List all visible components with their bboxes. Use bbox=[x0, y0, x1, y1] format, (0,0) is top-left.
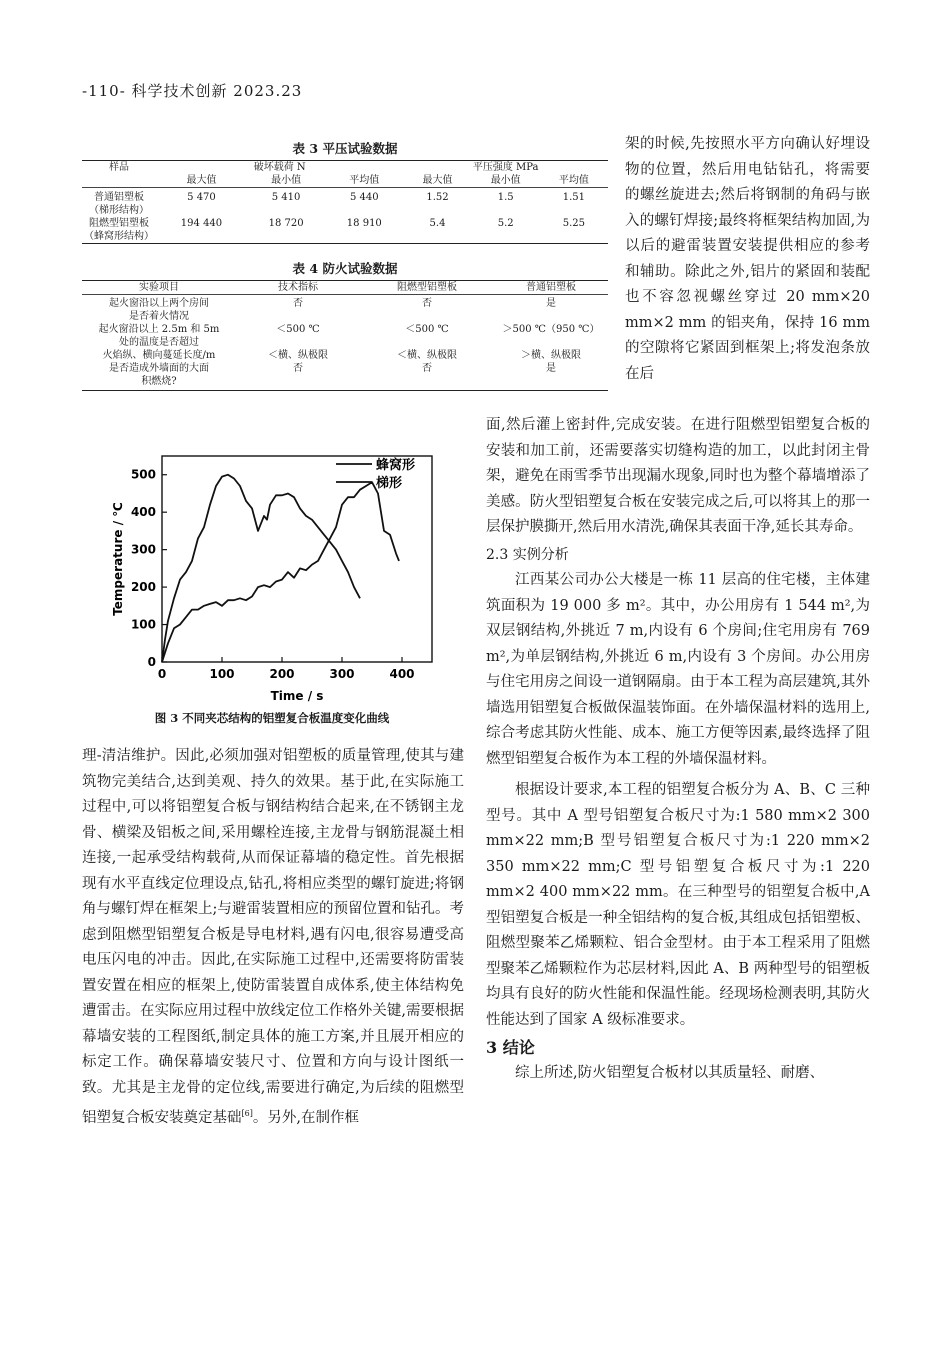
legend-label: 梯形 bbox=[376, 476, 403, 491]
t4-header: 技术指标 bbox=[236, 281, 360, 295]
right-top-paragraph: 架的时候,先按照水平方向确认好埋设物的位置，然后用电钻钻孔，将需要的螺丝旋进去;然后将钢制的角码与嵌入的螺钉焊接;最终将框架结构加固,为以后的避雷装置安装提供相应的参考和辅助。除此之外,铝片的紧固和装配也不容忽视螺丝穿过 20 mm×20 mm×2 mm 的铝夹角，保持 16 mm 的空隙将它紧固到框架上;将发泡条放在后 bbox=[625, 136, 870, 382]
chart-legend bbox=[336, 457, 416, 491]
t4-cell: 否 bbox=[293, 298, 303, 309]
t4-cell: 否 bbox=[293, 363, 303, 374]
y-axis-label: Temperature / ℃ bbox=[111, 502, 125, 616]
y-tick-label: 100 bbox=[130, 617, 156, 632]
t4-cell: ＜500 ℃ bbox=[276, 324, 320, 335]
t3-group-strength: 平压强度 MPa bbox=[472, 162, 539, 173]
chart-series bbox=[162, 475, 399, 662]
t4-cell: 是 bbox=[546, 363, 556, 374]
t3-row-name: 阻燃型铝塑板 bbox=[89, 218, 149, 229]
left-paragraph-tail: 。另外,在制作框 bbox=[252, 1109, 359, 1126]
table4 bbox=[82, 280, 608, 391]
t3-cell: 18 910 bbox=[346, 218, 382, 229]
t4-header: 实验项目 bbox=[82, 281, 236, 295]
t3-row-name: 普通铝塑板 bbox=[94, 192, 144, 203]
t4-cell: ＞500 ℃（950 ℃） bbox=[502, 324, 600, 335]
y-tick-label: 500 bbox=[130, 467, 156, 482]
t4-cell: 是 bbox=[546, 298, 556, 309]
table3-title: 表 3 平压试验数据 bbox=[292, 141, 398, 156]
table4-title: 表 4 防火试验数据 bbox=[292, 261, 398, 276]
t4-cell: ＞横、纵极限 bbox=[521, 350, 581, 361]
t4-cell: ＜横、纵极限 bbox=[268, 350, 328, 361]
t4-item-line: 是否着火情况 bbox=[129, 311, 189, 322]
t3-row-subname: （蜂窝形结构） bbox=[84, 231, 154, 242]
series-line-1 bbox=[162, 482, 399, 662]
x-tick-label: 300 bbox=[329, 667, 355, 681]
t4-header: 阻燃型铝塑板 bbox=[360, 281, 494, 295]
right-column-top bbox=[625, 132, 870, 387]
t3-cell: 1.5 bbox=[497, 192, 514, 203]
table-row bbox=[82, 188, 608, 218]
t4-item-line: 火焰纵、横向蔓延长度/m bbox=[102, 350, 216, 361]
table-row bbox=[82, 349, 608, 391]
y-tick-label: 400 bbox=[130, 505, 156, 520]
section-2-3-heading: 2.3 实例分析 bbox=[486, 546, 569, 563]
t3-cell: 194 440 bbox=[180, 218, 223, 229]
t3-subcol: 平均值 bbox=[325, 174, 403, 188]
t3-cell: 5 410 bbox=[271, 192, 301, 203]
t3-cell: 5.2 bbox=[497, 218, 514, 229]
legend-label: 蜂窝形 bbox=[376, 458, 416, 473]
x-tick-label: 0 bbox=[157, 667, 167, 681]
x-axis-label: Time / s bbox=[270, 689, 324, 703]
t4-cell: 否 bbox=[422, 298, 432, 309]
t3-cell: 1.51 bbox=[562, 192, 586, 203]
right-column bbox=[486, 413, 870, 1086]
t3-cell: 18 720 bbox=[268, 218, 304, 229]
y-tick-label: 0 bbox=[147, 655, 156, 669]
t3-subcol: 平均值 bbox=[540, 174, 608, 188]
series-line-0 bbox=[162, 475, 360, 662]
t3-cell: 5.4 bbox=[429, 218, 446, 229]
table3 bbox=[82, 160, 608, 244]
left-paragraph-text: 理-清洁维护。因此,必须加强对铝塑板的质量管理,使其与建筑物完美结合,达到美观、持久的效果。基于此,在实际施工过程中,可以将铝塑复合板与钢结构结合起来,在不锈钢主龙骨、横梁及铝板之间,采用螺栓连接,主龙骨与钢筋混凝土相连接,一起承受结构载荷,从而保证幕墙的稳定性。首先根据现有水平直线定位理设点,钻孔,将相应类型的螺钉旋进;将钢角与螺钉焊在框架上;与避雷装置相应的预留位置和钻孔。考虑到阻燃型铝塑复合板是导电材料,遇有闪电,很容易遭受高电压闪电的冲击。因此,在实际施工过程中,还需要将防雷装置安置在相应的框架上,使防雷装置自成体系,使主体结构免遭雷击。在实际应用过程中放线定位工作格外关键,需要根据幕墙安装的工程图纸,制定具体的施工方案,并且展开相应的标定工作。确保幕墙安装尺寸、位置和方向与设计图纸一致。尤其是主龙骨的定位线,需要进行确定,为后续的阻燃型铝塑复合板安装奠定基础 bbox=[82, 748, 464, 1126]
t3-subcol: 最大值 bbox=[403, 174, 471, 188]
chart-axes bbox=[111, 456, 432, 703]
t4-item-line: 积燃烧? bbox=[141, 376, 177, 387]
t4-cell: 否 bbox=[422, 363, 432, 374]
t3-row-subname: （梯形结构） bbox=[89, 205, 149, 216]
citation: [6] bbox=[241, 1109, 253, 1118]
t3-cell: 5 440 bbox=[349, 192, 379, 203]
section-3-heading: 3 结论 bbox=[486, 1038, 535, 1057]
figure3-caption: 图 3 不同夹芯结构的铝塑复合板温度变化曲线 bbox=[154, 711, 390, 725]
table-row bbox=[82, 295, 608, 324]
t4-item-line: 起火窗沿以上 2.5m 和 5m bbox=[98, 324, 220, 335]
t3-group-load: 破坏载荷 N bbox=[253, 162, 306, 173]
x-tick-label: 200 bbox=[269, 667, 295, 681]
y-tick-label: 300 bbox=[130, 542, 156, 557]
t4-item-line: 是否造成外墙面的大面 bbox=[109, 363, 209, 374]
y-tick-label: 200 bbox=[130, 580, 156, 595]
x-tick-label: 100 bbox=[209, 667, 235, 681]
left-paragraph bbox=[82, 744, 464, 1131]
right-paragraph: 综上所述,防火铝塑复合板材以其质量轻、耐磨、 bbox=[515, 1064, 825, 1081]
running-header: -110- 科学技术创新 2023.23 bbox=[82, 82, 303, 100]
left-column bbox=[82, 744, 464, 1131]
x-tick-label: 400 bbox=[389, 667, 415, 681]
right-paragraph: 面,然后灌上密封件,完成安装。在进行阻燃型铝塑复合板的安装和加工前，还需要落实切缝构造的加工，以此封闭主骨架，避免在雨雪季节出现漏水现象,同时也为整个幕墙增添了美感。防火型铝塑复合板在安装完成之后,可以将其上的那一层保护膜撕开,然后用水清洗,确保其表面干净,延长其寿命。 bbox=[486, 417, 870, 535]
temperature-chart bbox=[100, 440, 440, 708]
t4-cell: ＜横、纵极限 bbox=[397, 350, 457, 361]
right-paragraph: 根据设计要求,本工程的铝塑复合板分为 A、B、C 三种型号。其中 A 型号铝塑复合板尺寸为:1 580 mm×2 300 mm×22 mm;B 型号铝塑复合板尺寸为:1 220 mm×2 350 mm×22 mm;C 型号铝塑复合板尺寸为:1 220 mm×2 400 mm×22 mm。在三种型号的铝塑复合板中,A 型铝塑复合板是一种全铝结构的复合板,其组成包括铝塑板、阻燃型聚苯乙烯颗粒、铝合金型材。由于本工程采用了阻燃型聚苯乙烯颗粒作为芯层材料,因此 A、B 两种型号的铝塑板均具有良好的防火性能和保温性能。经现场检测表明,其防火性能达到了国家 A 级标准要求。 bbox=[486, 782, 870, 1028]
t3-subcol: 最小值 bbox=[247, 174, 325, 188]
t4-header: 普通铝塑板 bbox=[494, 281, 608, 295]
t3-cell: 5.25 bbox=[562, 218, 586, 229]
t3-subcol: 最小值 bbox=[472, 174, 540, 188]
t3-subcol: 最大值 bbox=[156, 174, 247, 188]
t3-cell: 1.52 bbox=[426, 192, 449, 203]
t4-item-line: 处的温度是否超过 bbox=[119, 337, 199, 348]
right-paragraph: 江西某公司办公大楼是一栋 11 层高的住宅楼，主体建筑面积为 19 000 多 m²。其中，办公用房有 1 544 m²,为双层钢结构,外挑近 7 m,内设有 6 个房间;住宅用房有 769 m²,为单层钢结构,外挑近 6 m,内设有 3 个房间。办公用房与住宅用房之间设一道钢隔扇。由于本工程为高层建筑,其外墙选用铝塑复合板做保温装饰面。在外墙保温材料的选用上,综合考虑其防火性能、成本、施工方便等因素,最终选择了阻燃型铝塑复合板作为本工程的外墙保温材料。 bbox=[486, 572, 870, 767]
t4-item-line: 起火窗沿以上两个房间 bbox=[109, 298, 209, 309]
table-row bbox=[82, 217, 608, 244]
t3-col-sample: 样品 bbox=[109, 162, 129, 173]
table-row bbox=[82, 323, 608, 349]
t4-cell: ＜500 ℃ bbox=[405, 324, 449, 335]
t3-cell: 5 470 bbox=[187, 192, 216, 203]
